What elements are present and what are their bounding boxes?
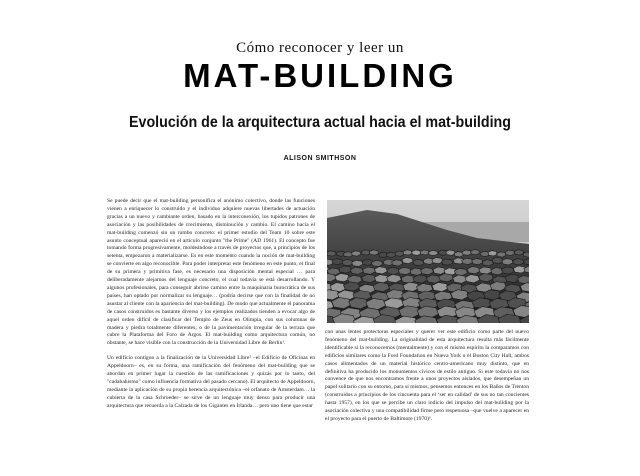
column-top	[488, 251, 498, 256]
paragraph-2: Un edificio contiguo a la finalización de la Universidad Libre² –el Edificio de Oficinas en Appeldoorn– es, en su forma, una ramificación del fenómeno del mat-building que se abordan en primer lugar la cuestión de las ramificaciones y quizás por lo tanto, del "cadabahismo" como influencia formativa del pasado cercano). El arquitecto de Appeldoorn, mediante la aplicación de su propia herencia arquitectónica –el orfanato de Amsterdam… la cubierta de la casa Schroeder– se sirve de un lenguaje muy denso para producir una arquitectura que recuerda a la Calzada de los Gigantes en Irlanda… pero uno tiene que estar	[107, 355, 315, 409]
column-top	[470, 250, 480, 255]
basalt-columns-photo	[327, 200, 529, 323]
hexagonal-columns	[327, 250, 529, 324]
column-top	[428, 250, 438, 255]
author-name: ALISON SMITHSON	[283, 155, 357, 162]
text-column-right	[325, 329, 529, 424]
supertitle: Cómo reconocer y leer un	[236, 40, 404, 56]
text-column-left	[107, 198, 315, 411]
paragraph-3: con unas lentes protectoras especiales y querer ver este edificio como parte del nuevo fenómeno del mat-building. La originalidad de esta arquitectura resulta más fácilmente identificable si la reconocemos (mentalmente) y con el mismo espíritu la comparamos con edificios similares como la Ford Foundation en Nueva York o el Boston City Hall, ambos casos alimentados de un material histórico centro-americano muy distinto, que en definitiva ha producido los monumentos cívicos de estilo antiguo. Si este todavía no nos convence de que nos encontramos frente a unos proyectos aislados, que desempeñan un papel solitario con su entorno, para sí mismos, pensemos entonces en los Baños de Trenton (construidos a principios de los cincuenta para el ‘ser en calidad’ de sus no tan concientes hasta 1957), en los que se percibe un claro indicio del impulso del mat-building por la asociación colectiva y una compatibilidad firme pero respetuosa –que vuelve a aparecer en el proyecto para el puerto de Baltimore (1970)³.	[325, 329, 529, 422]
paragraph-1: Se puede decir que el mat-building personifica el anónimo colectivo, donde las funciones vienen a enriquecer lo construido y el individuo adquiere nuevas libertades de actuación gracias a un nuevo y cambiante orden, basado en la interconexión, los tupidos patrones de asociación y las posibilidades de crecimiento, disminución y cambio. El camino hacia el mat-building comenzó sin un rumbo concreto: el primer estudio del Team 10 sobre este asunto conceptual apareció en el artículo conjunto "the Prime" (AD 1961). El concepto fue tomando forma progresivamente, moldeándose a través de proyectos que, a principios de los setenta, empezaron a materializarse. Es en este momento cuando la noción de mat-building se convierte en algo reconocible. Para poder interpretar este fenómeno en este punto, el final de su primera y primitiva fase, es necesario una disposición mental especial … para deliberadamente alejarnos del lenguaje concreto, el cual todavía se está desarrollando. Y algunos profesionales, para conseguir abrirse camino entre la maquinaria burocrática de sus países, han optado por normalizar su lenguaje… (podría decirse que con la finalidad de no asustar al cliente con la apariencia del mat-building). De modo que actualmente el panorama de casos construidos es bastante diverso y los ejemplos realizados tienden a evocar algo de aquel orden difícil de clasificar del Templo de Zeus en Olimpia, con sus columnas de madera y piedra totalmente diferentes; o de la pavimentación irregular de la terraza que cubre la Plataforma del Foro de Argos. El mat-building como arquitectura común, no obstante, se hace visible con la construcción de la Universidad Libre de Berlín¹.	[107, 198, 315, 347]
column-top	[361, 250, 371, 255]
photo-image	[327, 200, 529, 323]
column-top	[420, 250, 430, 255]
subtitle: Evolución de la arquitectura actual hacia el mat-building	[129, 114, 511, 131]
column-top	[351, 251, 361, 256]
column-top	[446, 250, 456, 255]
page-title: MAT-BUILDING	[183, 57, 457, 94]
